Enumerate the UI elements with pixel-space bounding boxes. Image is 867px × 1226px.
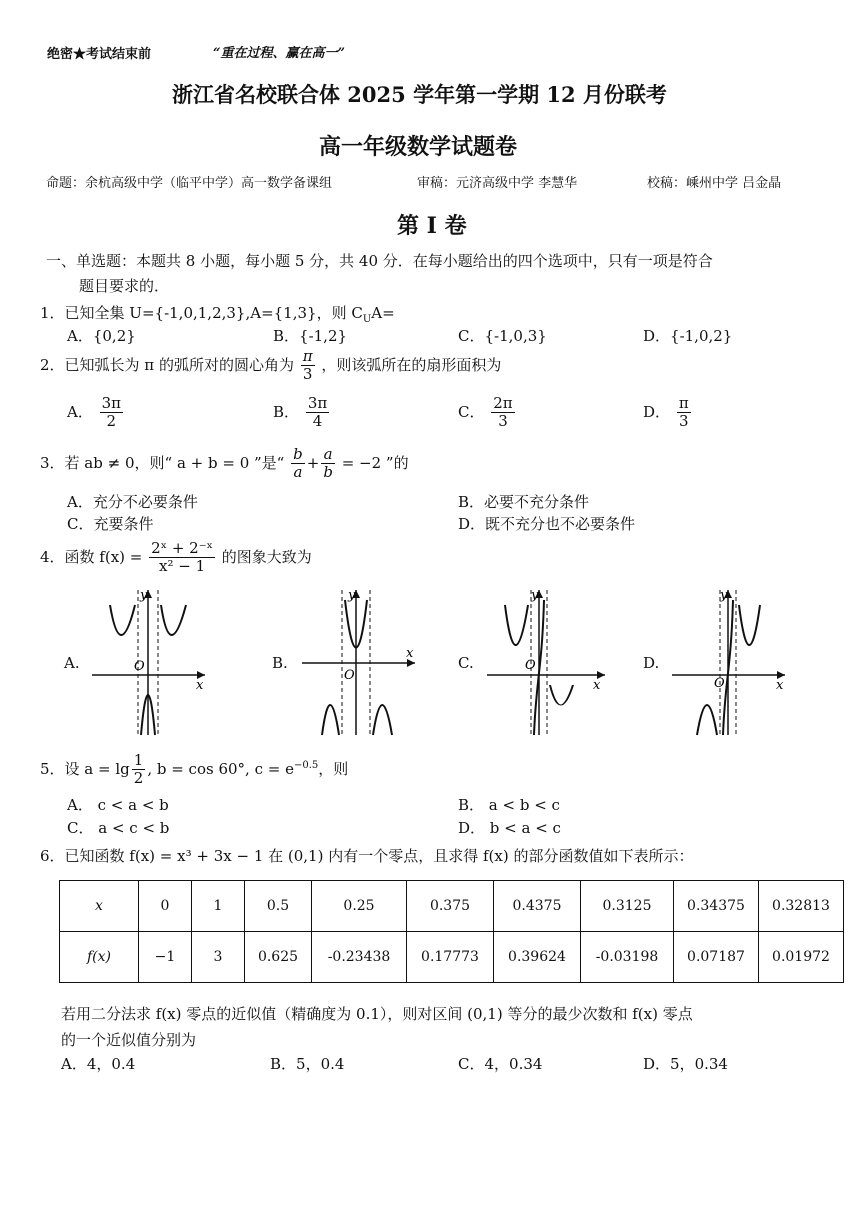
q5-option-a: A． c < a < b — [67, 796, 169, 814]
graph-c-origin: O — [525, 658, 536, 673]
graph-c-xlabel: x — [593, 678, 601, 693]
q4-option-c-label: C. — [458, 654, 474, 672]
q4-option-b-label: B. — [272, 654, 288, 672]
table-cell: 0.375 — [407, 881, 494, 932]
q5-option-c: C． a < c < b — [67, 819, 170, 837]
reviewer: 审稿：元济高级中学 李慧华 — [417, 176, 578, 191]
q5-option-d: D． b < a < c — [458, 819, 561, 837]
volume-heading: 第 I 卷 — [397, 213, 467, 239]
graph-b-origin: O — [344, 668, 355, 683]
question-6-followup: 若用二分法求 f(x) 零点的近似值（精确度为 0.1），则对区间 (0,1) 等分的最少次数和 f(x) 零点 — [61, 1005, 693, 1023]
question-3-stem: 3．若 ab ≠ 0，则“ a + b = 0 ”是“ $\frac{b}{a}$ + $\frac{a}{b}$ = −2 ”的 — [40, 445, 409, 482]
table-cell: 0 — [139, 881, 192, 932]
table-cell: 0.25 — [312, 881, 407, 932]
q6-option-c: C．4，0.34 — [458, 1055, 543, 1073]
table-row — [60, 932, 844, 983]
q1-option-b: B．{-1,2} — [273, 327, 348, 345]
secret-label: 绝密★考试结束前 — [47, 47, 152, 62]
graph-d — [670, 585, 790, 740]
q3-option-c: C．充要条件 — [67, 515, 154, 533]
q1-option-a: A．{0,2} — [67, 327, 136, 345]
q4-option-d-label: D. — [643, 654, 660, 672]
table-cell: 0.01972 — [759, 932, 844, 983]
table-cell: 0.5 — [245, 881, 312, 932]
section-instructions-cont: 题目要求的． — [79, 277, 170, 295]
section-instructions: 一、单选题：本题共 8 小题，每小题 5 分，共 40 分．在每小题给出的四个选项中，只有一项是符合 — [46, 252, 713, 270]
table-row — [60, 881, 844, 932]
q6-option-b: B．5，0.4 — [270, 1055, 345, 1073]
q2-option-d: D． $\frac{\pi}{3}$ — [643, 394, 689, 431]
q3-option-a: A．充分不必要条件 — [67, 493, 198, 511]
table-cell: 0.34375 — [674, 881, 759, 932]
table-cell: f(x) — [60, 932, 139, 983]
table-cell: 0.625 — [245, 932, 312, 983]
graph-a-origin: O — [134, 659, 145, 674]
question-1-stem: 1．已知全集 U={-1,0,1,2,3},A={1,3}，则 $C_UA=$ — [40, 304, 395, 325]
question-4-stem: 4．函数 f(x) = $\frac{\text{2ˣ + 2⁻ˣ}}{\text{x² − 1}}$ 的图象大致为 — [40, 539, 312, 576]
q1-option-d: D．{-1,0,2} — [643, 327, 733, 345]
table-cell: -0.03198 — [581, 932, 674, 983]
graph-c — [485, 585, 610, 740]
q3-option-b: B．必要不充分条件 — [458, 493, 590, 511]
table-cell: 0.17773 — [407, 932, 494, 983]
graph-a-ylabel: y — [140, 588, 148, 603]
table-cell: 0.07187 — [674, 932, 759, 983]
q4-option-a-label: A. — [64, 654, 80, 672]
q1-option-c: C．{-1,0,3} — [458, 327, 547, 345]
table-cell: 0.4375 — [494, 881, 581, 932]
q2-option-c: C． $\frac{2\pi}{3}$ — [458, 394, 513, 431]
graph-b — [300, 585, 420, 740]
proposer: 命题：余杭高级中学（临平中学）高一数学备课组 — [46, 176, 333, 191]
q2-option-b: B． $\frac{3\pi}{4}$ — [273, 394, 328, 431]
proofreader: 校稿：嵊州中学 吕金晶 — [647, 176, 782, 191]
graph-d-origin: O — [714, 676, 725, 691]
q5-option-b: B． a < b < c — [458, 796, 560, 814]
slogan: “重在过程、赢在高一” — [213, 46, 345, 61]
graph-b-ylabel: y — [348, 588, 356, 603]
table-cell: 0.39624 — [494, 932, 581, 983]
question-6-followup-cont: 的一个近似值分别为 — [61, 1031, 197, 1049]
q6-value-table — [59, 880, 844, 983]
graph-c-ylabel: y — [531, 588, 539, 603]
table-cell: 3 — [192, 932, 245, 983]
q2-option-a: A． $\frac{3\pi}{2}$ — [67, 394, 122, 431]
q6-option-a: A．4，0.4 — [61, 1055, 136, 1073]
question-6-stem: 6．已知函数 f(x) = x³ + 3x − 1 在 (0,1) 内有一个零点，且求得 f(x) 的部分函数值如下表所示： — [40, 847, 694, 865]
question-5-stem: 5．设 a = lg $\frac{1}{2}$ , b = cos 60°, $c = e^{-0.5}$，则 — [40, 751, 349, 788]
graph-b-xlabel: x — [406, 646, 414, 661]
graph-a-xlabel: x — [196, 678, 204, 693]
table-cell: 1 — [192, 881, 245, 932]
table-cell: -0.23438 — [312, 932, 407, 983]
exam-title: 浙江省名校联合体 2025 学年第一学期 12 月份联考 — [172, 82, 667, 107]
q3-option-d: D．既不充分也不必要条件 — [458, 515, 636, 533]
table-cell: 0.3125 — [581, 881, 674, 932]
question-2-stem: 2．已知弧长为 π 的弧所对的圆心角为 $\frac{\pi}{3}$ ，则该弧所在的扇形面积为 — [40, 347, 502, 384]
paper-subtitle: 高一年级数学试题卷 — [319, 134, 518, 160]
q6-option-d: D．5，0.34 — [643, 1055, 728, 1073]
graph-a — [90, 585, 210, 740]
table-cell: x — [60, 881, 139, 932]
table-cell: 0.32813 — [759, 881, 844, 932]
graph-d-xlabel: x — [776, 678, 784, 693]
graph-d-ylabel: y — [720, 588, 728, 603]
table-cell: −1 — [139, 932, 192, 983]
